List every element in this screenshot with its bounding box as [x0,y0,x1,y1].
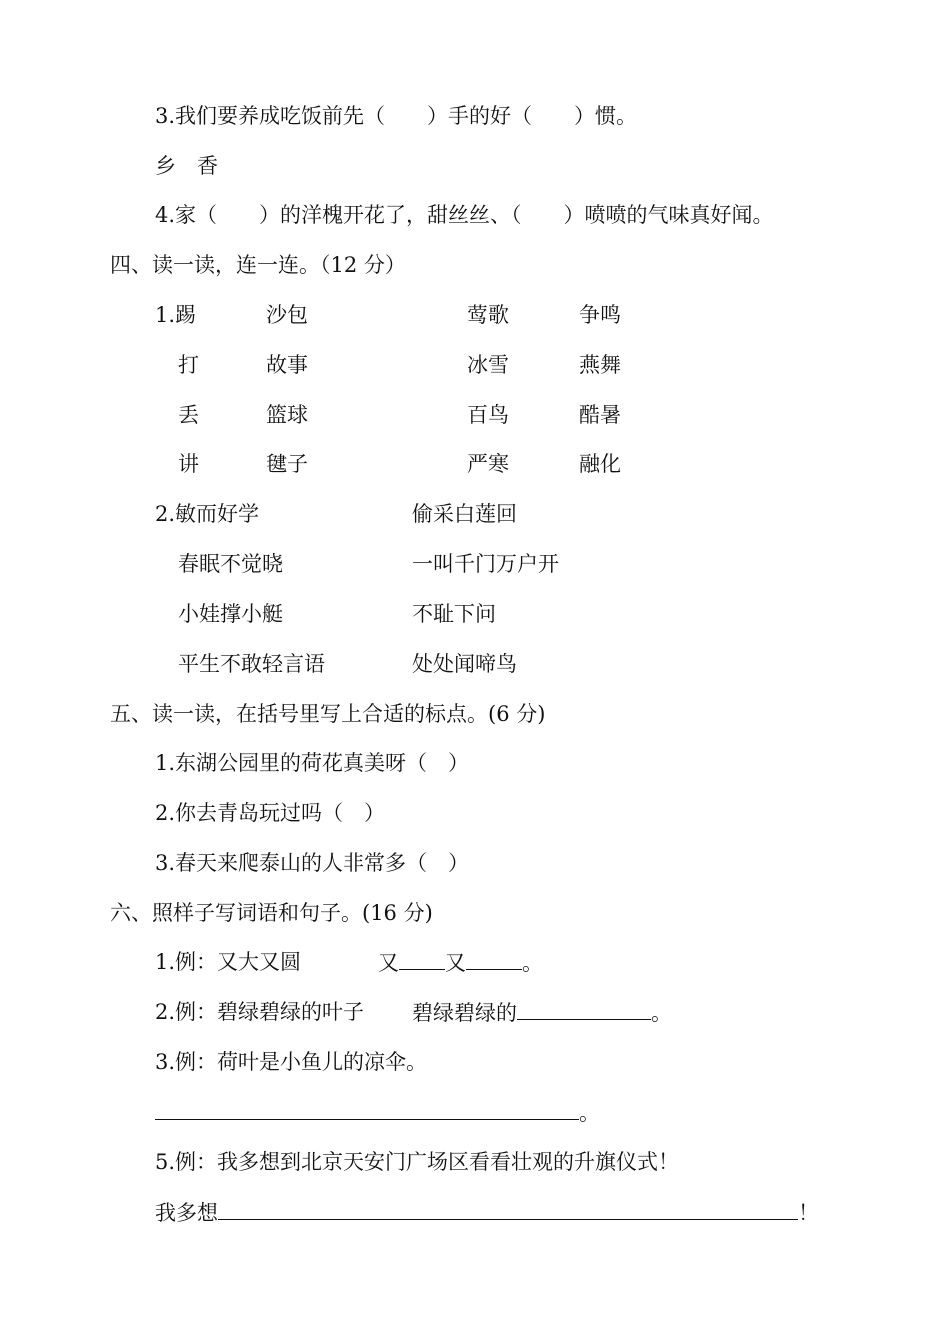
q4-right-line: 偷采白莲回 [412,502,517,526]
q6-ex1-prompt: 1.例：又大又圆 [155,950,302,974]
q4-col2-word: 毽子 [266,452,308,476]
q3-item-3: 3.我们要养成吃饭前先（ ）手的好（ ）惯。 [155,104,638,128]
q6-ex5-exclaim: ！ [798,1201,819,1225]
q6-ex1-you: 又 [445,951,466,975]
q4-left-line: 春眠不觉晓 [178,552,283,576]
q6-ex2-period: 。 [651,1001,672,1025]
q6-ex1-answer [378,947,543,977]
q3-char-group-b: 乡 香 [155,154,218,178]
q4-col4-word: 酷暑 [579,403,621,427]
q4-left-line: 小娃撑小艇 [178,602,283,626]
q4-title: 四、读一读，连一连。（12 分） [110,253,406,277]
q4-right-line: 不耻下问 [412,602,496,626]
q6-ex1-you: 又 [378,951,399,975]
q4-col1-word: 丢 [178,403,199,427]
q5-item: 1.东湖公园里的荷花真美呀（ ） [155,751,470,775]
q4-right-line: 一叫千门万户开 [412,552,559,576]
q4-col1-word: 讲 [178,452,199,476]
q6-ex1-blank-2[interactable] [466,947,522,970]
q6-ex2-prompt: 2.例：碧绿碧绿的叶子 [155,1000,365,1024]
q4-col4-word: 融化 [579,452,621,476]
q6-ex5-answer [155,1197,819,1227]
q4-right-line: 处处闻啼鸟 [412,652,517,676]
q4-col4-word: 燕舞 [579,353,621,377]
q6-ex1-blank-1[interactable] [399,947,445,970]
q4-col1-word: 打 [178,353,199,377]
q4-col3-word: 百鸟 [467,403,509,427]
q5-item: 3.春天来爬泰山的人非常多（ ） [155,851,470,875]
q5-title: 五、读一读，在括号里写上合适的标点。(6 分) [110,702,546,726]
q6-ex1-period: 。 [522,951,543,975]
q6-ex3-blank[interactable] [155,1097,579,1120]
q3-item-4: 4.家（ ）的洋槐开花了，甜丝丝、（ ）喷喷的气味真好闻。 [155,203,774,227]
q4-col2-word: 沙包 [266,303,308,327]
q4-left-line: 2.敏而好学 [155,502,260,526]
q4-col3-word: 冰雪 [467,353,509,377]
q4-col2-word: 故事 [266,353,308,377]
q6-ex2-blank[interactable] [517,997,651,1020]
q4-col4-word: 争鸣 [579,303,621,327]
q4-col3-word: 严寒 [467,452,509,476]
q6-ex3-answer [155,1097,600,1127]
q6-ex3-prompt: 3.例：荷叶是小鱼儿的凉伞。 [155,1050,428,1074]
q6-ex2-answer [412,997,672,1027]
q6-ex5-prompt: 5.例：我多想到北京天安门广场区看看壮观的升旗仪式！ [155,1150,680,1174]
q4-col3-word: 莺歌 [467,303,509,327]
q4-left-line: 平生不敢轻言语 [178,652,325,676]
q6-ex2-prefix: 碧绿碧绿的 [412,1001,517,1025]
q5-item: 2.你去青岛玩过吗（ ） [155,801,386,825]
q4-col1-word: 1.踢 [155,303,197,327]
q6-title: 六、照样子写词语和句子。(16 分) [110,901,433,925]
q6-ex3-period: 。 [579,1101,600,1125]
q4-col2-word: 篮球 [266,403,308,427]
q6-ex5-blank[interactable] [218,1197,798,1220]
q6-ex5-prefix: 我多想 [155,1201,218,1225]
